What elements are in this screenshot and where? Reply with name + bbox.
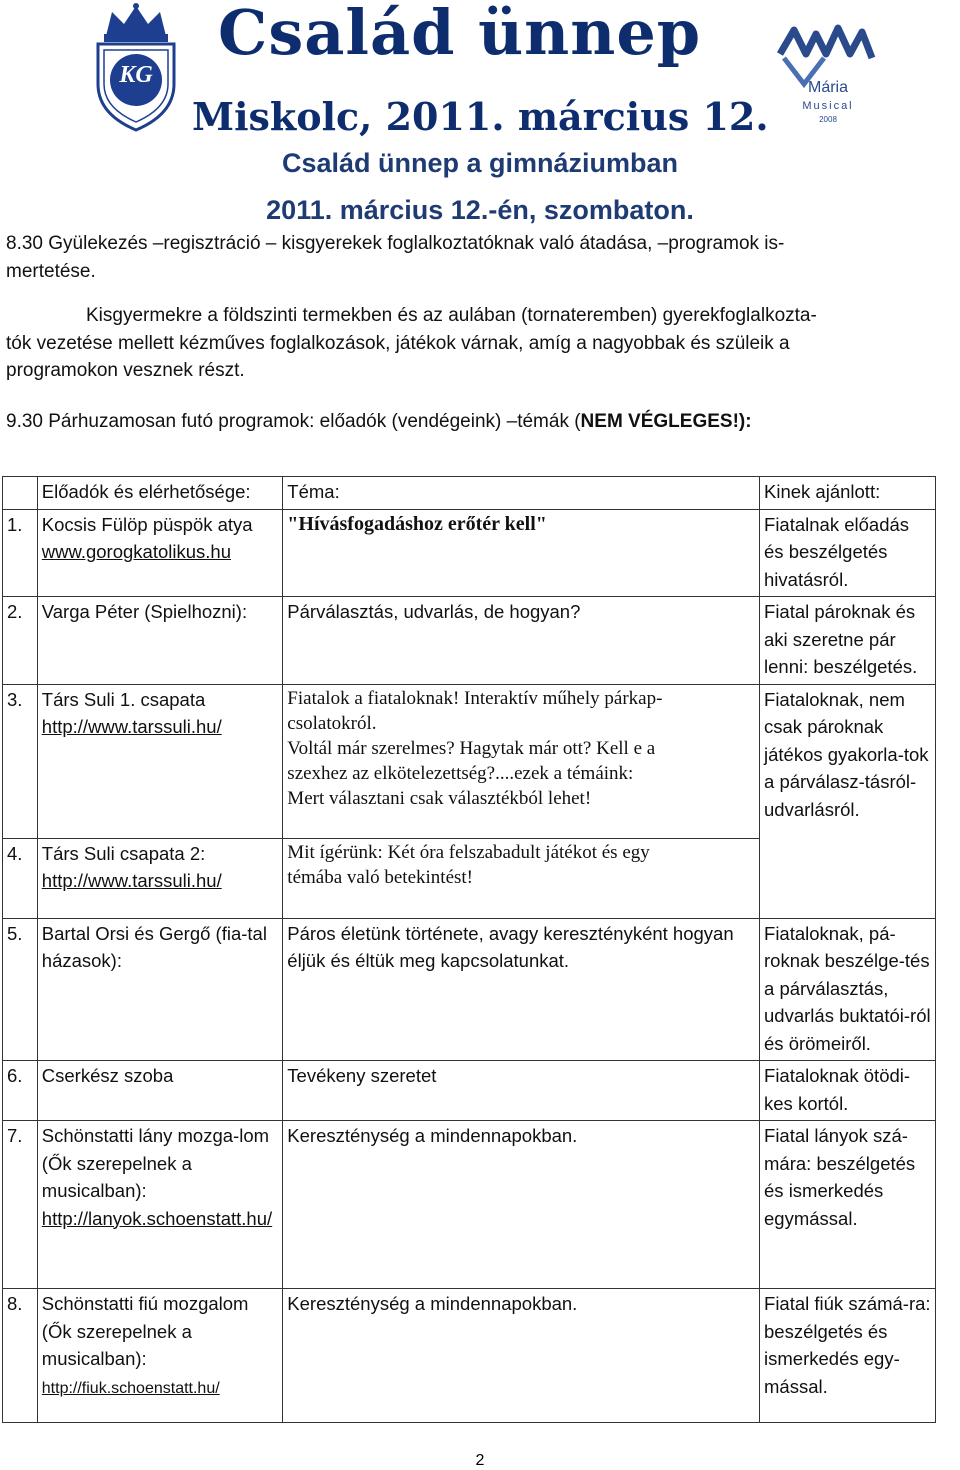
topic-text: Kereszténység a mindennapokban. [283, 1289, 760, 1423]
table-row [3, 1121, 936, 1289]
presenter-name: Társ Suli 1. csapata [41, 688, 206, 710]
page-number: 2 [475, 1452, 485, 1469]
row-presenter [37, 1121, 283, 1289]
row-number: 8. [3, 1289, 38, 1423]
row-number: 5. [3, 918, 38, 1061]
table-row [3, 597, 936, 685]
presenter-name: Bartal Orsi és Gergő (fia-tal házasok): [37, 918, 283, 1061]
presenter-name: Cserkész szoba [37, 1061, 283, 1121]
schedule-930 [6, 408, 956, 436]
row-presenter [37, 1289, 283, 1423]
children-program-paragraph [6, 302, 956, 385]
presenter-link[interactable]: www.gorogkatolikus.hu [41, 541, 231, 562]
row-recommended: Fiatalnak előadás és beszélgetés hivatásról. [760, 509, 936, 597]
event-place-date: Miskolc, 2011. március 12. [192, 94, 769, 139]
row-recommended: Fiataloknak, pá-roknak beszélge-tés a párválasztás, udvarlás buktatói-ról és örömeiről. [760, 918, 936, 1061]
parallel-suffix: ): [738, 411, 752, 432]
children-para-line1: Kisgyermekre a földszinti termekben és az aulában (tornateremben) gyerekfoglalkozta- [86, 305, 817, 326]
presenter-link[interactable]: http://fiuk.schoenstatt.hu/ [41, 1379, 220, 1397]
topic-text: Páros életünk története, avagy keresztényként hogyan éljük és éltük meg kapcsolatunkat. [283, 918, 760, 1061]
parallel-prefix: 9.30 Párhuzamosan futó programok: előadók (vendégeink) –témák ( [6, 411, 581, 432]
table-row [3, 1289, 936, 1423]
maria-musical-logo-icon [770, 14, 882, 126]
topic-line: Fiatalok a fiataloknak! Interaktív műhely párkap- [287, 687, 663, 709]
row-presenter [37, 509, 283, 597]
kg-crest-logo-icon [88, 2, 184, 132]
topic-text: Kereszténység a mindennapokban. [283, 1121, 760, 1289]
presenter-link[interactable]: http://www.tarssuli.hu/ [41, 716, 222, 737]
topic-line: Voltál már szerelmes? Hagytak már ott? Kell e a [287, 737, 656, 759]
table-row [3, 684, 936, 838]
schedule-830 [6, 230, 956, 285]
topic-line: Mit ígérünk: Két óra felszabadult játékot és egy [287, 841, 650, 863]
program-table [2, 476, 936, 1423]
topic-line: csolatokról. [287, 712, 377, 734]
heading-line-2: 2011. március 12.-én, szombaton. [266, 195, 694, 225]
row-presenter [37, 684, 283, 838]
row-number: 7. [3, 1121, 38, 1289]
row-recommended: Fiatal fiúk számá-ra: beszélgetés és ismerkedés egy-mással. [760, 1289, 936, 1423]
row-number: 4. [3, 838, 38, 918]
row-number: 6. [3, 1061, 38, 1121]
presenter-name: Kocsis Fülöp püspök atya [41, 513, 253, 535]
table-row [3, 1061, 936, 1121]
row-number: 2. [3, 597, 38, 685]
table-row [3, 509, 936, 597]
row-topic [283, 838, 760, 918]
musical-logo-text: Musical [802, 100, 854, 112]
header-topic: Téma: [283, 477, 760, 510]
topic-text: Tevékeny szeretet [283, 1061, 760, 1121]
table-row [3, 918, 936, 1061]
row-recommended: Fiataloknak, nem csak pároknak játékos gyakorla-tok a párválasz-tásról-udvarlásról. [760, 684, 936, 918]
not-final-notice: NEM VÉGLEGES! [580, 411, 739, 432]
row-recommended: Fiataloknak ötödi-kes kortól. [760, 1061, 936, 1121]
page-title: Család ünnep [218, 0, 702, 69]
topic-text: "Hívásfogadáshoz erőtér kell" [287, 512, 547, 535]
row-number: 1. [3, 509, 38, 597]
header-recommended: Kinek ajánlott: [760, 477, 936, 510]
logo-year-text: 2008 [819, 115, 837, 124]
presenter-name: Varga Péter (Spielhozni): [37, 597, 283, 685]
row-topic [283, 684, 760, 838]
table-header-row [3, 477, 936, 510]
heading-line-1: Család ünnep a gimnáziumban [281, 148, 679, 178]
row-recommended: Fiatal pároknak és aki szeretne pár lenni: beszélgetés. [760, 597, 936, 685]
kg-logo-text: KG [119, 62, 153, 88]
topic-line: témába való betekintést! [287, 866, 474, 888]
row-number: 3. [3, 684, 38, 838]
children-para-line3: programokon vesznek részt. [6, 360, 245, 381]
maria-logo-text: Mária [807, 79, 849, 96]
topic-line: Mert választani csak választékból lehet! [287, 787, 592, 809]
children-para-line2: tók vezetése mellett kézműves foglalkozások, játékok várnak, amíg a nagyobbak és szüleik a [6, 332, 790, 354]
schedule-830-line1: 8.30 Gyülekezés –regisztráció – kisgyerekek foglalkoztatóknak való átadása, –programok is- [6, 233, 785, 254]
presenter-name: Schönstatti lány mozga-lom (Ők szerepelnek a musicalban): [41, 1125, 270, 1201]
row-presenter [37, 838, 283, 918]
topic-text: Párválasztás, udvarlás, de hogyan? [283, 597, 760, 685]
presenter-link[interactable]: http://lanyok.schoenstatt.hu/ [41, 1207, 273, 1229]
row-recommended: Fiatal lányok szá-mára: beszélgetés és ismerkedés egymással. [760, 1121, 936, 1289]
header-num-cell [3, 477, 38, 510]
presenter-link[interactable]: http://www.tarssuli.hu/ [41, 870, 222, 891]
presenter-name: Társ Suli csapata 2: [41, 842, 206, 864]
header-presenters: Előadók és elérhetősége: [37, 477, 283, 510]
row-topic [283, 509, 760, 597]
schedule-830-line2: mertetése. [6, 260, 96, 282]
presenter-name: Schönstatti fiú mozgalom (Ők szerepelnek a musicalban): [41, 1293, 249, 1369]
topic-line: szexhez az elkötelezettség?....ezek a témáink: [287, 762, 634, 784]
